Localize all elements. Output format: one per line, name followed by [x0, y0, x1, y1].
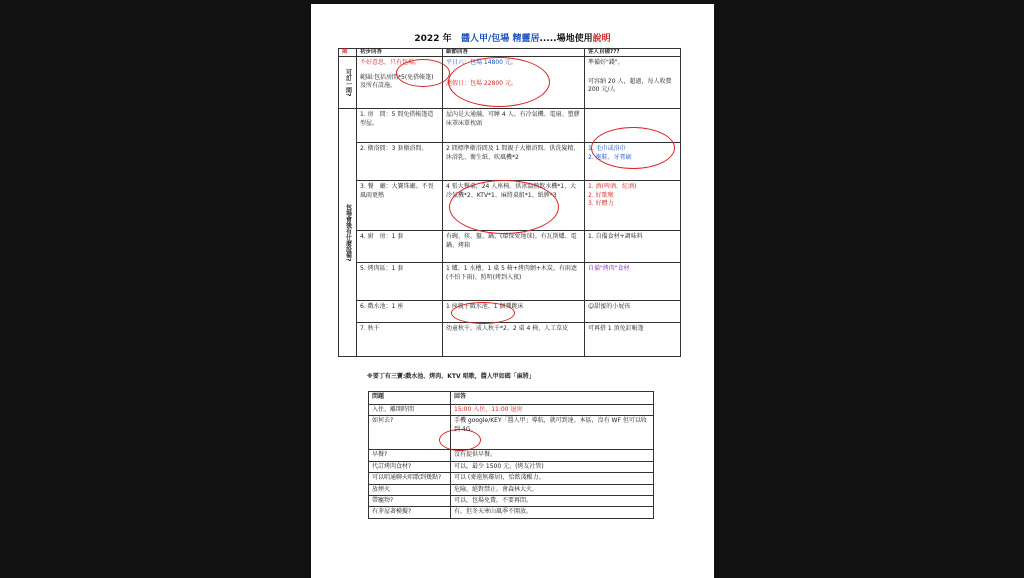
faq-question: 有茅屋著模擬? — [369, 507, 451, 518]
facility-2-detail: 2 間標準衛浴間及 1 間親子大衛浴間。供洗髮精、沐浴乳、衛生紙、吹風機*2 — [443, 143, 585, 181]
faq-header — [369, 392, 654, 405]
faq-row — [369, 450, 654, 461]
faq-row — [369, 473, 654, 484]
faq-header-answer: 回答 — [451, 392, 654, 405]
faq-answer: 手機 google/KEY「醬人甲」導航，就可到達。本區，沒有 WF 但可以收到 4G。 — [451, 416, 654, 450]
col-header-initial: 初步回答 — [357, 49, 443, 57]
facility-3-bring: 1. 酒(啤酒、紅酒) 2. 好歌喉 3. 好體力 — [585, 181, 681, 231]
facility-3-text: 餐 廳：大寶珠廳。不畏風雨更熱 — [360, 183, 434, 199]
venue-table-header — [339, 49, 681, 57]
faq-question: 帶寵物? — [369, 495, 451, 506]
facility-2-text: 衛浴間：3 套衛浴間。 — [367, 145, 428, 153]
facility-5-bring: 自備"烤肉"食材 — [585, 263, 681, 301]
highlight-circle-package — [396, 59, 450, 87]
booking-detail-line1: 平日六：包場 14800 元。 — [446, 59, 517, 67]
facility-2-name — [357, 143, 443, 181]
notice-text: ※要丁有三寶:戲水池、烤肉、KTV 唱歌，醬人甲如碼「麻將」 — [367, 373, 535, 380]
highlight-circle-towel — [591, 127, 675, 169]
facility-2-bring: 1. 毛巾或浴巾 2. 拖鞋、牙膏刷 — [585, 143, 681, 181]
facility-6-num: 6. — [360, 303, 366, 311]
faq-row — [369, 484, 654, 495]
facility-6-bring: ☺甜蜜的小屁孩 — [585, 301, 681, 323]
facility-2-num: 2. — [360, 145, 366, 153]
faq-row — [369, 405, 654, 416]
faq-answer: 沒有提供早餐。 — [451, 450, 654, 461]
booking-bring-line1: 準備好"錢"。 — [588, 59, 624, 67]
faq-question: 入住、離開時間 — [369, 405, 451, 416]
highlight-circle-price — [448, 57, 550, 107]
facility-4-bring: 1. 自備食材+調味料 — [585, 231, 681, 263]
faq-row — [369, 507, 654, 518]
highlight-circle-pool — [451, 302, 515, 324]
facility-6-name — [357, 301, 443, 323]
faq-question: 代訂烤肉食材? — [369, 461, 451, 472]
facility-row-7 — [339, 323, 681, 357]
title-name2: 精靈居 — [512, 34, 540, 44]
faq-row — [369, 461, 654, 472]
facility-1-num: 1. — [360, 111, 366, 119]
faq-answer: 可以 (麥遠無鄰居)，恰飲淺醒力。 — [451, 473, 654, 484]
col-header-detail: 細節回答 — [443, 49, 585, 57]
facility-3-num: 3. — [360, 183, 366, 191]
faq-answer: 可以，包場免費，不要再問。 — [451, 495, 654, 506]
faq-question: 放煙火 — [369, 484, 451, 495]
faq-table — [368, 391, 654, 519]
document-page — [311, 4, 714, 578]
faq-answer: 危險，絕對禁止。會森林大火。 — [451, 484, 654, 495]
facility-row-4 — [339, 231, 681, 263]
facility-4-name — [357, 231, 443, 263]
facility-7-name — [357, 323, 443, 357]
facility-6-detail: 1 座親子戲水池、1 個彈跳床 — [443, 301, 585, 323]
highlight-circle-dining — [449, 180, 559, 234]
faq-answer: 15:00 入住、11:00 退房 — [451, 405, 654, 416]
title-dots: ..... — [539, 34, 557, 44]
facility-1-name — [357, 109, 443, 143]
title-name: 醬人甲/包場 — [461, 34, 510, 44]
faq-question: 可以唱通聊天唱歌到幾點? — [369, 473, 451, 484]
faq-header-question: 問題 — [369, 392, 451, 405]
faq-answer: 有，但冬天寒山風季不開放。 — [451, 507, 654, 518]
faq-question: 如何去? — [369, 416, 451, 450]
facility-1-text: 房 間：5 間免搭帳篷造型屋。 — [360, 111, 434, 127]
facility-5-detail: 1 爐、1 水槽、1 桌 5 椅+烤肉網+木炭。有雨遮(不怕下雨)、照明(烤到入夜) — [443, 263, 585, 301]
booking-detail-line2: 連假日：包場 22800 元。 — [446, 79, 517, 87]
faq-question: 早餐? — [369, 450, 451, 461]
booking-initial-line2: 範圍:包括房間*5(免搭帳篷)及所有設施。 — [360, 73, 434, 89]
facility-7-detail: 幼童秋千、成人秋千*2。2 桌 4 椅、人工草皮 — [443, 323, 585, 357]
group-label-facilities: 包場會後有什麼設備? — [339, 109, 357, 357]
facility-6-text: 戲水池：1 座 — [367, 303, 404, 311]
title-subtitle-a: 場地使用 — [556, 34, 593, 44]
facility-4-detail: 有碗、筷、盤、鍋。(環保愛地球)。有瓦斯爐、電鍋、烤箱 — [443, 231, 585, 263]
facility-5-num: 5. — [360, 265, 366, 273]
booking-initial-line1: 不好意思，只有包場。 — [360, 59, 421, 67]
facility-3-name — [357, 181, 443, 231]
facility-1-detail: 屋內是大通舖，可睡 4 人。有冷氣機、電扇、塑膠床罩床單枕頭 — [443, 109, 585, 143]
facility-7-num: 7. — [360, 325, 366, 333]
facility-4-text: 廚 房：1 套 — [367, 233, 404, 241]
document-title — [311, 31, 714, 44]
col-header-period: 期 — [339, 49, 357, 57]
title-year: 2022 年 — [414, 34, 452, 44]
facility-5-text: 烤肉區：1 套 — [367, 265, 404, 273]
faq-answer: 可以，最少 1500 元。(烤友社管) — [451, 461, 654, 472]
facility-7-bring: 可再搭 1 頂免釘帳篷 — [585, 323, 681, 357]
group-label-booking: 可訂一間? — [339, 57, 357, 109]
booking-bring — [585, 57, 681, 109]
facility-5-name — [357, 263, 443, 301]
facility-4-num: 4. — [360, 233, 366, 241]
faq-row — [369, 495, 654, 506]
facility-7-text: 秋千 — [367, 325, 380, 333]
facility-row-5 — [339, 263, 681, 301]
title-subtitle-b: 說明 — [592, 34, 611, 44]
col-header-bring: 客人自備??? — [585, 49, 681, 57]
facility-3-detail: 4 張大餐桌，24 人座椅。供冰溫熱飲水機*1、大冷氣機*2、KTV*1、麻將桌組*1、紙牌*3 — [443, 181, 585, 231]
faq-row — [369, 416, 654, 450]
booking-bring-line2: 可容納 20 人，超過，每人收費 200 元/人 — [588, 77, 672, 93]
